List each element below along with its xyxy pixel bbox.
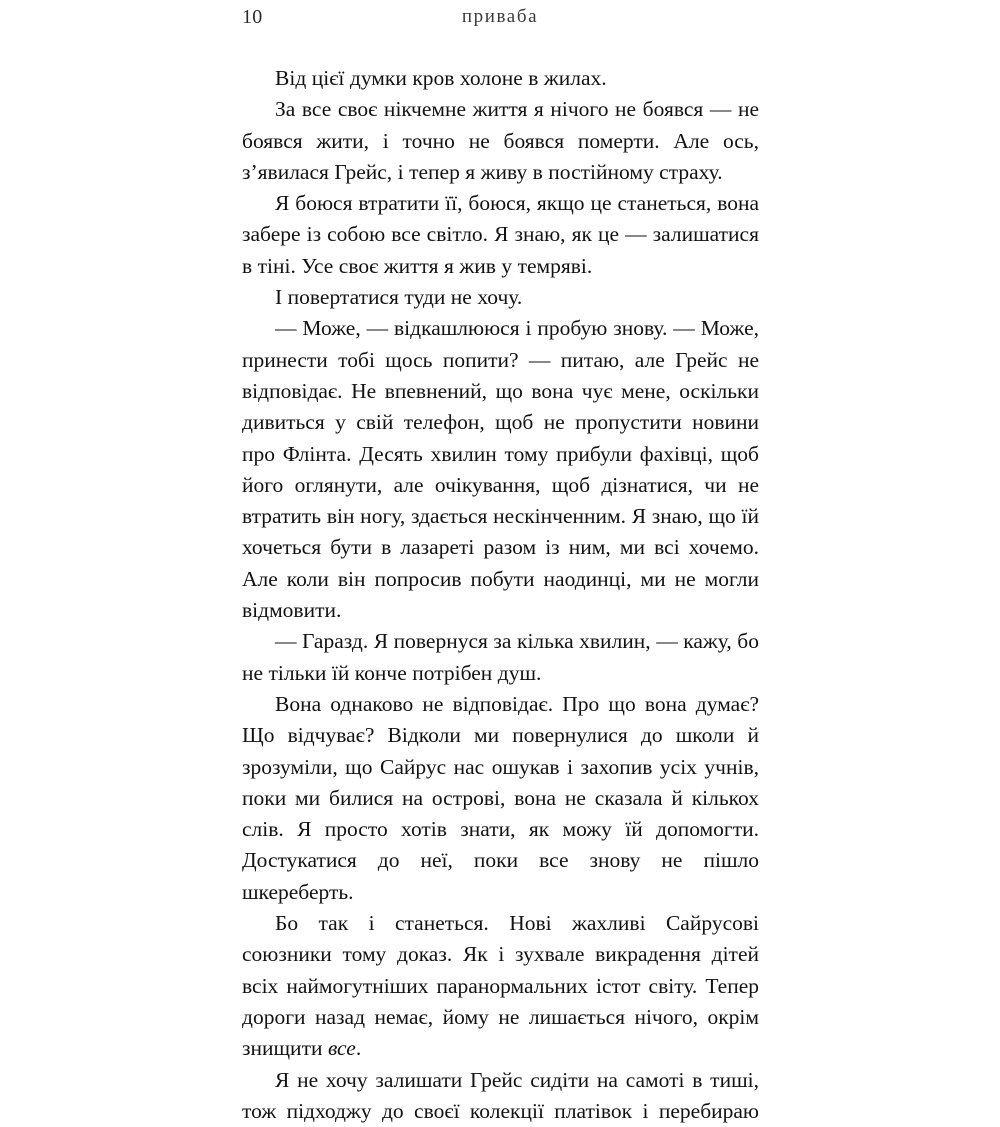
running-head-title: приваба (242, 4, 758, 30)
paragraph: Вона однаково не відповідає. Про що вона думає? Що відчуває? Відколи ми повернулися до школи й зрозуміли, що Сайрус нас ошукав і захопив усіх учнів, поки ми билися на острові, вона не сказала й кількох слів. Я просто хотів знати, як можу їй допомогти. Достукатися до неї, поки все знову не пішло шкереберть. (242, 689, 759, 908)
paragraph: — Гаразд. Я повернуся за кілька хвилин, — кажу, бо не тільки їй конче потрібен душ. (242, 626, 759, 689)
paragraph: — Може, — відкашлююся і пробую знову. — Може, принести тобі щось попити? — питаю, але Грейс не відповідає. Не впевнений, що вона чує мене, оскільки дивиться у свій телефон, щоб не пропустити новини про Флінта. Десять хвилин тому прибули фахівці, щоб його оглянути, але очікування, щоб дізнатися, чи не втратить він ногу, здається нескінченним. Я знаю, що їй хочеться бути в лазареті разом із ним, ми всі хочемо. Але коли він попросив побути наодинці, ми не могли відмовити. (242, 313, 759, 626)
paragraph: Я боюся втратити її, боюся, якщо це станеться, вона забере із собою все світло. Я знаю, як це — залишатися в тіні. Усе своє життя я жив у темряві. (242, 188, 759, 282)
page-number: 10 (242, 4, 262, 30)
paragraph-text-tail: . (356, 1036, 361, 1060)
emphasis-word: все (328, 1036, 356, 1060)
paragraph-text-lead: Бо так і станеться. Нові жахливі Сайрусові союзники тому доказ. Як і зухвале викрадення дітей всіх наймогутніших паранормальних істот світу. Тепер дороги назад немає, йому не лишається нічого, окрім знищити (242, 911, 759, 1060)
page-header (242, 4, 758, 30)
body-text-block (242, 63, 759, 1127)
paragraph: І повертатися туди не хочу. (242, 282, 759, 313)
paragraph: Від цієї думки кров холоне в жилах. (242, 63, 759, 94)
paragraph-with-emphasis (242, 908, 759, 1064)
paragraph: За все своє нікчемне життя я нічого не боявся — не боявся жити, і точно не боявся померти. Але ось, з’явилася Грейс, і тепер я живу в постійному страху. (242, 94, 759, 188)
paragraph-clipped: Я не хочу залишати Грейс сидіти на самоті в тиші, тож підходжу до своєї колекції платівок і перебираю (242, 1065, 759, 1127)
